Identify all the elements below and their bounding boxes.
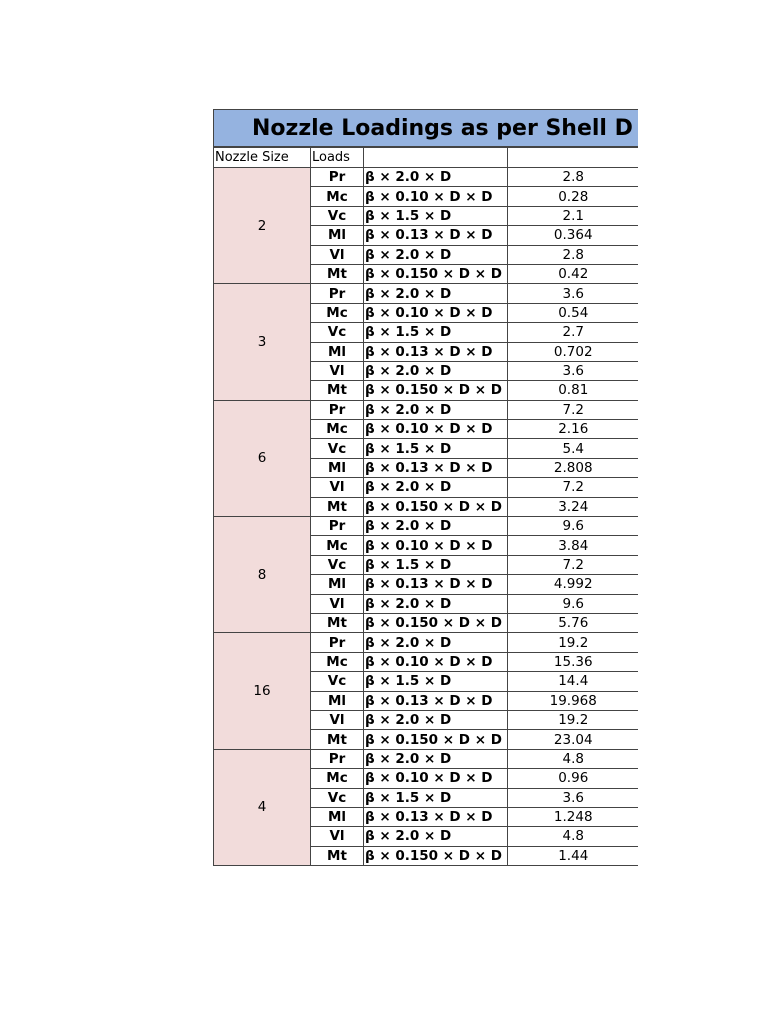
load-type-cell: Vl <box>311 594 364 613</box>
value-cell: 4.8 <box>508 827 639 846</box>
load-type-cell: Mc <box>311 187 364 206</box>
formula-cell: β × 0.13 × D × D <box>364 458 508 477</box>
value-cell: 0.42 <box>508 264 639 283</box>
formula-cell: β × 1.5 × D <box>364 788 508 807</box>
value-cell: 0.702 <box>508 342 639 361</box>
value-cell: 2.808 <box>508 458 639 477</box>
formula-cell: β × 0.10 × D × D <box>364 420 508 439</box>
formula-cell: β × 0.10 × D × D <box>364 652 508 671</box>
value-cell: 3.6 <box>508 361 639 380</box>
nozzle-loadings-sheet <box>213 109 638 866</box>
value-cell: 2.8 <box>508 168 639 187</box>
load-type-cell: Ml <box>311 458 364 477</box>
table-row <box>214 633 639 652</box>
formula-cell: β × 2.0 × D <box>364 710 508 729</box>
load-type-cell: Mt <box>311 846 364 865</box>
formula-cell: β × 0.150 × D × D <box>364 846 508 865</box>
formula-cell: β × 1.5 × D <box>364 439 508 458</box>
load-type-cell: Mt <box>311 381 364 400</box>
formula-cell: β × 1.5 × D <box>364 323 508 342</box>
nozzle-size-cell: 6 <box>214 400 311 516</box>
value-cell: 2.16 <box>508 420 639 439</box>
nozzle-size-cell: 16 <box>214 633 311 749</box>
header-loads: Loads <box>311 148 364 168</box>
load-type-cell: Mc <box>311 420 364 439</box>
value-cell: 14.4 <box>508 672 639 691</box>
load-type-cell: Vc <box>311 788 364 807</box>
formula-cell: β × 0.13 × D × D <box>364 691 508 710</box>
load-type-cell: Ml <box>311 691 364 710</box>
value-cell: 3.24 <box>508 497 639 516</box>
formula-cell: β × 0.10 × D × D <box>364 536 508 555</box>
load-type-cell: Vl <box>311 827 364 846</box>
load-type-cell: Mt <box>311 497 364 516</box>
formula-cell: β × 2.0 × D <box>364 633 508 652</box>
formula-cell: β × 1.5 × D <box>364 206 508 225</box>
value-cell: 19.2 <box>508 710 639 729</box>
formula-cell: β × 0.13 × D × D <box>364 575 508 594</box>
value-cell: 3.84 <box>508 536 639 555</box>
value-cell: 0.54 <box>508 303 639 322</box>
formula-cell: β × 2.0 × D <box>364 749 508 768</box>
header-nozzle-size: Nozzle Size <box>214 148 311 168</box>
value-cell: 2.8 <box>508 245 639 264</box>
nozzle-size-cell: 2 <box>214 168 311 284</box>
formula-cell: β × 0.150 × D × D <box>364 381 508 400</box>
value-cell: 9.6 <box>508 594 639 613</box>
value-cell: 7.2 <box>508 400 639 419</box>
formula-cell: β × 2.0 × D <box>364 168 508 187</box>
load-type-cell: Mt <box>311 730 364 749</box>
formula-cell: β × 0.10 × D × D <box>364 187 508 206</box>
formula-cell: β × 0.13 × D × D <box>364 807 508 826</box>
load-type-cell: Vc <box>311 672 364 691</box>
load-type-cell: Pr <box>311 400 364 419</box>
formula-cell: β × 0.150 × D × D <box>364 730 508 749</box>
load-type-cell: Vc <box>311 439 364 458</box>
nozzle-size-cell: 3 <box>214 284 311 400</box>
table-row <box>214 749 639 768</box>
sheet-title: Nozzle Loadings as per Shell D <box>213 109 638 147</box>
formula-cell: β × 2.0 × D <box>364 594 508 613</box>
value-cell: 3.6 <box>508 788 639 807</box>
table-row <box>214 517 639 536</box>
load-type-cell: Vc <box>311 555 364 574</box>
formula-cell: β × 0.10 × D × D <box>364 303 508 322</box>
value-cell: 3.6 <box>508 284 639 303</box>
value-cell: 5.4 <box>508 439 639 458</box>
value-cell: 0.28 <box>508 187 639 206</box>
formula-cell: β × 2.0 × D <box>364 400 508 419</box>
nozzle-loadings-table <box>213 147 638 866</box>
value-cell: 23.04 <box>508 730 639 749</box>
formula-cell: β × 1.5 × D <box>364 555 508 574</box>
value-cell: 7.2 <box>508 555 639 574</box>
load-type-cell: Vc <box>311 323 364 342</box>
value-cell: 5.76 <box>508 613 639 632</box>
load-type-cell: Vl <box>311 361 364 380</box>
value-cell: 0.364 <box>508 226 639 245</box>
table-row <box>214 284 639 303</box>
load-type-cell: Mc <box>311 652 364 671</box>
value-cell: 4.8 <box>508 749 639 768</box>
load-type-cell: Ml <box>311 575 364 594</box>
formula-cell: β × 0.10 × D × D <box>364 769 508 788</box>
value-cell: 1.44 <box>508 846 639 865</box>
nozzle-size-cell: 4 <box>214 749 311 865</box>
formula-cell: β × 2.0 × D <box>364 284 508 303</box>
load-type-cell: Vl <box>311 245 364 264</box>
value-cell: 0.96 <box>508 769 639 788</box>
table-row <box>214 400 639 419</box>
load-type-cell: Pr <box>311 517 364 536</box>
value-cell: 1.248 <box>508 807 639 826</box>
table-row <box>214 168 639 187</box>
value-cell: 9.6 <box>508 517 639 536</box>
load-type-cell: Mc <box>311 536 364 555</box>
value-cell: 19.2 <box>508 633 639 652</box>
nozzle-size-cell: 8 <box>214 517 311 633</box>
load-type-cell: Pr <box>311 168 364 187</box>
formula-cell: β × 1.5 × D <box>364 672 508 691</box>
load-type-cell: Pr <box>311 633 364 652</box>
value-cell: 19.968 <box>508 691 639 710</box>
formula-cell: β × 2.0 × D <box>364 478 508 497</box>
load-type-cell: Mt <box>311 613 364 632</box>
table-header-row <box>214 148 639 168</box>
load-type-cell: Pr <box>311 284 364 303</box>
load-type-cell: Ml <box>311 807 364 826</box>
formula-cell: β × 2.0 × D <box>364 361 508 380</box>
load-type-cell: Vl <box>311 710 364 729</box>
formula-cell: β × 0.13 × D × D <box>364 226 508 245</box>
value-cell: 0.81 <box>508 381 639 400</box>
formula-cell: β × 0.150 × D × D <box>364 264 508 283</box>
formula-cell: β × 0.13 × D × D <box>364 342 508 361</box>
formula-cell: β × 2.0 × D <box>364 517 508 536</box>
formula-cell: β × 2.0 × D <box>364 245 508 264</box>
load-type-cell: Mt <box>311 264 364 283</box>
formula-cell: β × 0.150 × D × D <box>364 497 508 516</box>
formula-cell: β × 2.0 × D <box>364 827 508 846</box>
value-cell: 15.36 <box>508 652 639 671</box>
load-type-cell: Pr <box>311 749 364 768</box>
load-type-cell: Vc <box>311 206 364 225</box>
value-cell: 2.1 <box>508 206 639 225</box>
header-value <box>508 148 639 168</box>
load-type-cell: Mc <box>311 303 364 322</box>
load-type-cell: Ml <box>311 226 364 245</box>
value-cell: 7.2 <box>508 478 639 497</box>
load-type-cell: Vl <box>311 478 364 497</box>
formula-cell: β × 0.150 × D × D <box>364 613 508 632</box>
load-type-cell: Mc <box>311 769 364 788</box>
value-cell: 2.7 <box>508 323 639 342</box>
load-type-cell: Ml <box>311 342 364 361</box>
value-cell: 4.992 <box>508 575 639 594</box>
header-formula <box>364 148 508 168</box>
